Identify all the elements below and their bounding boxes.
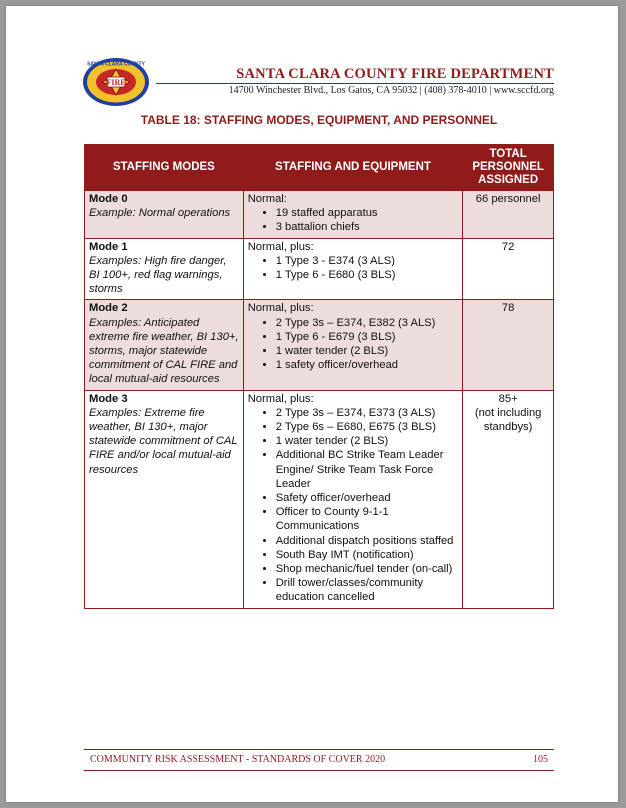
list-item: • Additional dispatch positions staffed bbox=[276, 534, 459, 548]
table-row-mode-1 bbox=[85, 238, 554, 300]
column-header-staffing-modes: STAFFING MODES bbox=[85, 145, 244, 191]
list-item: • Officer to County 9-1-1 Communications bbox=[276, 505, 459, 533]
equipment-intro: Normal: bbox=[247, 193, 287, 205]
footer-title: COMMUNITY RISK ASSESSMENT - STANDARDS OF COVER 2020 bbox=[90, 754, 386, 765]
mode-example: Examples: High fire danger, BI 100+, red flag warnings, storms bbox=[89, 254, 227, 296]
equipment-intro: Normal, plus: bbox=[247, 240, 314, 253]
header-divider bbox=[156, 83, 554, 84]
table-header-row bbox=[85, 145, 554, 191]
equipment-list bbox=[248, 406, 459, 605]
equipment-cell bbox=[243, 390, 463, 608]
list-item: • Shop mechanic/fuel tender (on-call) bbox=[276, 562, 459, 576]
mode-example: Examples: Anticipated extreme fire weather, BI 130+, storms, major statewide commitment of CAL FIRE and local mutual-aid resources bbox=[89, 316, 239, 386]
total-value: 85+ bbox=[498, 392, 518, 405]
total-value: 72 bbox=[501, 240, 515, 253]
mode-cell bbox=[85, 191, 244, 239]
page-number: 105 bbox=[533, 754, 548, 765]
equipment-list bbox=[248, 206, 459, 234]
list-item: • 1 water tender (2 BLS) bbox=[276, 344, 459, 358]
table-row-mode-3 bbox=[85, 390, 554, 608]
document-page bbox=[6, 6, 618, 802]
mode-cell bbox=[85, 390, 244, 608]
list-item: • Additional BC Strike Team Leader Engine/ Strike Team Task Force Leader bbox=[276, 448, 459, 491]
equipment-intro: Normal, plus: bbox=[247, 392, 314, 405]
table-row-mode-2 bbox=[85, 300, 554, 390]
mode-label: Mode 0 bbox=[89, 193, 128, 205]
equipment-cell bbox=[243, 191, 463, 239]
list-item: • 1 water tender (2 BLS) bbox=[276, 434, 459, 448]
total-cell bbox=[463, 238, 554, 300]
list-item: • 2 Type 6s – E680, E675 (3 BLS) bbox=[276, 420, 459, 434]
equipment-cell bbox=[243, 238, 463, 300]
mode-label: Mode 2 bbox=[89, 302, 128, 315]
table-row-mode-0 bbox=[85, 191, 554, 239]
equipment-list bbox=[248, 254, 459, 282]
list-item: • 2 Type 3s – E374, E373 (3 ALS) bbox=[276, 406, 459, 420]
equipment-list bbox=[248, 316, 459, 373]
list-item: • South Bay IMT (notification) bbox=[276, 548, 459, 562]
mode-example: Examples: Extreme fire weather, BI 130+, major statewide commitment of CAL FIRE and/or local mutual-aid resources bbox=[89, 406, 238, 476]
total-cell bbox=[463, 300, 554, 390]
mode-example: Example: Normal operations bbox=[89, 207, 231, 220]
total-cell bbox=[463, 390, 554, 608]
staffing-table bbox=[84, 144, 554, 609]
total-value: 78 bbox=[501, 302, 515, 315]
department-name: SANTA CLARA COUNTY FIRE DEPARTMENT bbox=[236, 66, 554, 82]
list-item: • 1 Type 3 - E374 (3 ALS) bbox=[276, 254, 459, 268]
equipment-intro: Normal, plus: bbox=[247, 302, 314, 315]
list-item: • 3 battalion chiefs bbox=[276, 220, 459, 234]
column-header-total-personnel: TOTAL PERSONNEL ASSIGNED bbox=[463, 145, 554, 191]
seal-county-text: SANTA CLARA COUNTY bbox=[87, 61, 145, 68]
table-title: TABLE 18: STAFFING MODES, EQUIPMENT, AND PERSONNEL bbox=[140, 113, 498, 127]
mode-cell bbox=[85, 238, 244, 300]
list-item: • 1 Type 6 - E679 (3 BLS) bbox=[276, 330, 459, 344]
list-item: • 1 safety officer/overhead bbox=[276, 358, 459, 372]
seal-fire-text: FIRE bbox=[106, 78, 126, 87]
list-item: • 19 staffed apparatus bbox=[276, 206, 459, 220]
total-cell bbox=[463, 191, 554, 239]
page-footer bbox=[84, 749, 554, 771]
list-item: • 1 Type 6 - E680 (3 BLS) bbox=[276, 268, 459, 282]
mode-cell bbox=[85, 300, 244, 390]
total-note: (not including standbys) bbox=[474, 406, 542, 434]
mode-label: Mode 3 bbox=[89, 392, 128, 405]
list-item: • Safety officer/overhead bbox=[276, 491, 459, 505]
mode-label: Mode 1 bbox=[89, 240, 128, 253]
list-item: • 2 Type 3s – E374, E382 (3 ALS) bbox=[276, 316, 459, 330]
list-item: • Drill tower/classes/community education cancelled bbox=[276, 576, 459, 604]
total-value: 66 personnel bbox=[475, 193, 541, 205]
column-header-staffing-equipment: STAFFING AND EQUIPMENT bbox=[243, 145, 463, 191]
fire-department-seal-icon bbox=[81, 56, 151, 108]
department-address: 14700 Winchester Blvd., Los Gatos, CA 95032 | (408) 378-4010 | www.sccfd.org bbox=[228, 85, 554, 96]
equipment-cell bbox=[243, 300, 463, 390]
